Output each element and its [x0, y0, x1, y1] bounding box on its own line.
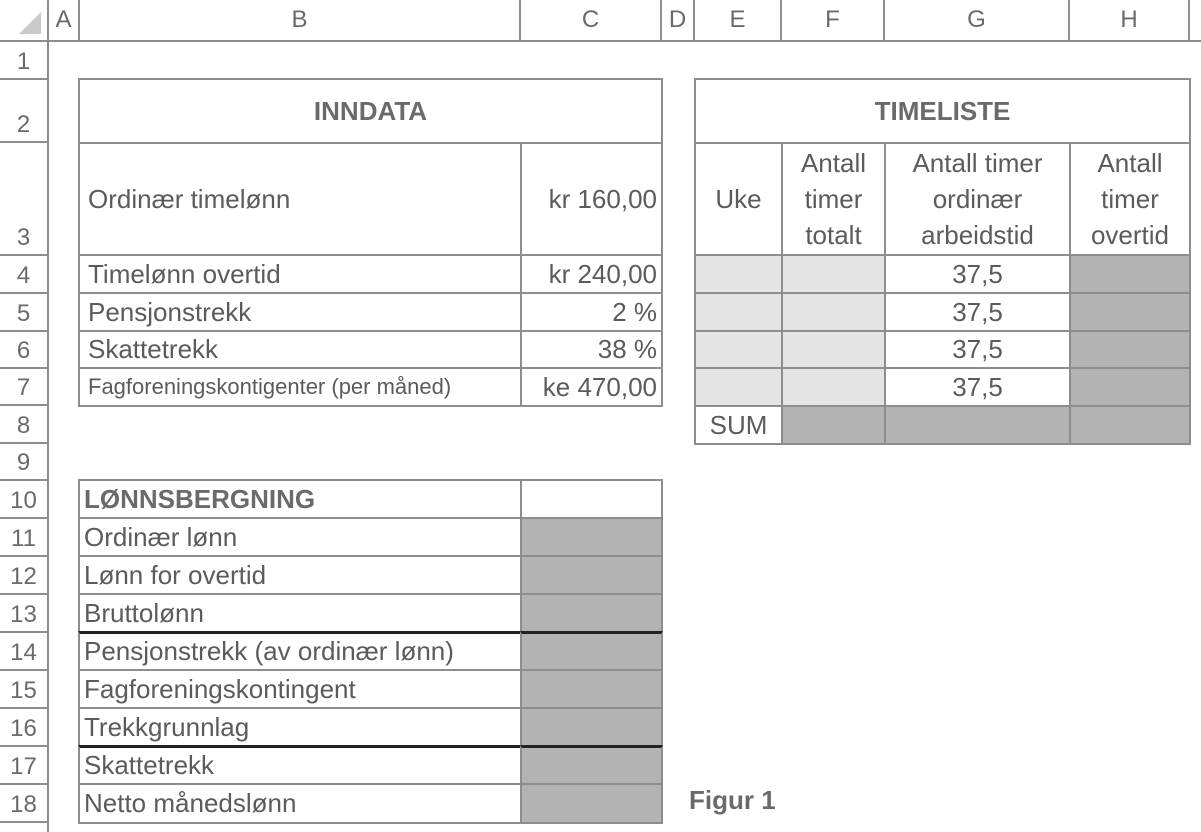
row-header-10[interactable]: 10 [0, 481, 49, 519]
row-header-8[interactable]: 8 [0, 406, 49, 444]
row-header-15[interactable]: 15 [0, 671, 49, 709]
column-header-h[interactable]: H [1070, 0, 1190, 42]
timeliste-total-cell[interactable] [781, 254, 886, 294]
lonn-value-overtime[interactable] [520, 555, 663, 595]
column-header-c[interactable]: C [521, 0, 662, 42]
select-all-corner[interactable] [0, 0, 49, 42]
lonn-label-gross[interactable]: Bruttolønn [78, 593, 522, 633]
timeliste-ordinary-cell[interactable]: 37,5 [884, 367, 1071, 407]
row-header-17[interactable]: 17 [0, 747, 49, 785]
row-header-18[interactable]: 18 [0, 785, 49, 823]
row-header-4[interactable]: 4 [0, 256, 49, 294]
column-header-a[interactable]: A [49, 0, 80, 42]
lonn-value-union[interactable] [520, 669, 663, 709]
inndata-label-tax[interactable]: Skattetrekk [78, 330, 522, 369]
row-header-13[interactable]: 13 [0, 595, 49, 633]
inndata-value-union-fee[interactable]: ke 470,00 [520, 367, 663, 407]
lonn-label-tax-base[interactable]: Trekkgrunnlag [78, 707, 522, 747]
timeliste-header-overtime-hours[interactable]: Antall timer overtid [1069, 142, 1191, 256]
timeliste-sum-label[interactable]: SUM [694, 405, 783, 445]
timeliste-ordinary-cell[interactable]: 37,5 [884, 292, 1071, 332]
inndata-value-pension[interactable]: 2 % [520, 292, 663, 332]
timeliste-overtime-cell[interactable] [1069, 292, 1191, 332]
column-header-d[interactable]: D [662, 0, 695, 42]
timeliste-total-cell[interactable] [781, 292, 886, 332]
inndata-label-overtime-wage[interactable]: Timelønn overtid [78, 254, 522, 294]
row-header-6[interactable]: 6 [0, 332, 49, 369]
inndata-label-union-fee[interactable]: Fagforeningskontigenter (per måned) [78, 367, 522, 407]
row-header-3[interactable]: 3 [0, 143, 49, 256]
timeliste-sum-ordinary[interactable] [884, 405, 1071, 445]
timeliste-week-cell[interactable] [694, 254, 783, 294]
timeliste-ordinary-cell[interactable]: 37,5 [884, 330, 1071, 369]
timeliste-ordinary-cell[interactable]: 37,5 [884, 254, 1071, 294]
inndata-value-overtime-wage[interactable]: kr 240,00 [520, 254, 663, 294]
lonn-value-tax[interactable] [520, 745, 663, 785]
timeliste-overtime-cell[interactable] [1069, 367, 1191, 407]
timeliste-title: TIMELISTE [694, 78, 1191, 144]
timeliste-overtime-cell[interactable] [1069, 330, 1191, 369]
row-header-2[interactable]: 2 [0, 80, 49, 143]
row-header-5[interactable]: 5 [0, 294, 49, 332]
lonn-label-union[interactable]: Fagforeningskontingent [78, 669, 522, 709]
row-header-7[interactable]: 7 [0, 369, 49, 406]
figure-label: Figur 1 [689, 785, 776, 815]
lonn-value-ordinary[interactable] [520, 517, 663, 557]
lonn-title[interactable]: LØNNSBERGNING [78, 479, 522, 519]
column-header-next[interactable] [1190, 0, 1201, 42]
row-header-11[interactable]: 11 [0, 519, 49, 557]
row-header-1[interactable]: 1 [0, 42, 49, 80]
lonn-label-net[interactable]: Netto månedslønn [78, 783, 522, 824]
lonn-label-ordinary[interactable]: Ordinær lønn [78, 517, 522, 557]
inndata-value-ordinary-wage[interactable]: kr 160,00 [520, 142, 663, 256]
select-all-icon [19, 12, 41, 34]
row-header-9[interactable]: 9 [0, 444, 49, 481]
lonn-value-tax-base[interactable] [520, 707, 663, 747]
timeliste-overtime-cell[interactable] [1069, 254, 1191, 294]
lonn-label-pension[interactable]: Pensjonstrekk (av ordinær lønn) [78, 631, 522, 671]
row-header-next[interactable] [0, 823, 49, 832]
column-header-g[interactable]: G [885, 0, 1070, 42]
timeliste-header-total-hours[interactable]: Antall timer totalt [781, 142, 886, 256]
inndata-value-tax[interactable]: 38 % [520, 330, 663, 369]
timeliste-header-week[interactable]: Uke [694, 142, 783, 256]
timeliste-total-cell[interactable] [781, 367, 886, 407]
lonn-value-pension[interactable] [520, 631, 663, 671]
row-header-14[interactable]: 14 [0, 633, 49, 671]
row-header-16[interactable]: 16 [0, 709, 49, 747]
inndata-label-pension[interactable]: Pensjonstrekk [78, 292, 522, 332]
timeliste-sum-total[interactable] [781, 405, 886, 445]
timeliste-total-cell[interactable] [781, 330, 886, 369]
timeliste-header-ordinary-hours[interactable]: Antall timer ordinær arbeidstid [884, 142, 1071, 256]
timeliste-week-cell[interactable] [694, 292, 783, 332]
inndata-label-ordinary-wage[interactable]: Ordinær timelønn [78, 142, 522, 256]
timeliste-week-cell[interactable] [694, 330, 783, 369]
lonn-value-gross[interactable] [520, 593, 663, 633]
timeliste-sum-overtime[interactable] [1069, 405, 1191, 445]
column-header-b[interactable]: B [80, 0, 521, 42]
inndata-title: INNDATA [78, 78, 663, 144]
column-header-e[interactable]: E [695, 0, 782, 42]
column-header-f[interactable]: F [782, 0, 885, 42]
timeliste-week-cell[interactable] [694, 367, 783, 407]
lonn-label-tax[interactable]: Skattetrekk [78, 745, 522, 785]
lonn-label-overtime[interactable]: Lønn for overtid [78, 555, 522, 595]
lonn-value-net[interactable] [520, 783, 663, 824]
row-header-12[interactable]: 12 [0, 557, 49, 595]
lonn-title-value[interactable] [520, 479, 663, 519]
